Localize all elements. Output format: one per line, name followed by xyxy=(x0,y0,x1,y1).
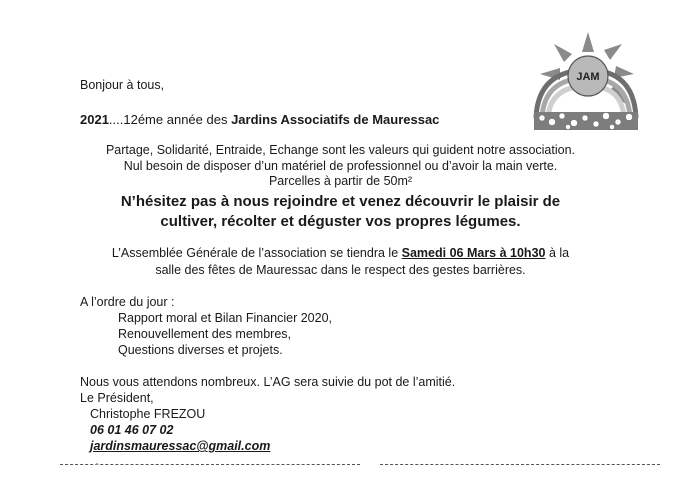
agenda-item: Questions diverses et projets. xyxy=(118,343,283,357)
ag-line-2: salle des fêtes de Mauressac dans le respect des gestes barrières. xyxy=(155,263,526,277)
values-line: Parcelles à partir de 50m² xyxy=(268,174,413,188)
values-line: Partage, Solidarité, Entraide, Echange sont les valeurs qui guident notre association. xyxy=(105,143,576,157)
logo-text: JAM xyxy=(576,71,600,83)
headline xyxy=(0,192,681,232)
jam-logo xyxy=(530,30,640,130)
closing-line: Nous vous attendons nombreux. L’AG sera suivie du pot de l’amitié. xyxy=(80,375,456,389)
ag-line-1-pre: L’Assemblée Générale de l’association se tiendra le xyxy=(111,246,402,260)
closing-block xyxy=(80,374,455,454)
phone-number: 06 01 46 07 02 xyxy=(90,423,174,437)
year: 2021 xyxy=(80,112,109,127)
agenda-item: Renouvellement des membres, xyxy=(118,327,291,341)
dashed-separator xyxy=(380,464,660,465)
greeting: Bonjour à tous, xyxy=(80,78,165,92)
year-line xyxy=(80,112,439,127)
values-line: Nul besoin de disposer d’un matériel de professionnel ou d’avoir la main verte. xyxy=(123,158,558,173)
ag-line-1-post: à la xyxy=(545,246,570,260)
general-assembly-block xyxy=(0,245,681,279)
values-block xyxy=(0,143,681,190)
signature-role: Le Président, xyxy=(80,391,154,405)
agenda-title: A l’ordre du jour : xyxy=(80,295,175,309)
headline-line: N’hésitez pas à nous rejoindre et venez découvrir le plaisir de xyxy=(120,193,561,210)
headline-line: cultiver, récolter et déguster vos propres légumes. xyxy=(160,213,521,230)
association-name: Jardins Associatifs de Mauressac xyxy=(231,112,440,127)
ag-date: Samedi 06 Mars à 10h30 xyxy=(401,246,546,260)
scan-dot xyxy=(96,463,98,465)
agenda-item: Rapport moral et Bilan Financier 2020, xyxy=(118,311,333,325)
dashed-separator xyxy=(60,464,360,465)
ag-line-1 xyxy=(0,245,681,262)
signature-name: Christophe FREZOU xyxy=(90,407,206,421)
email-address[interactable]: jardinsmauressac@gmail.com xyxy=(90,439,271,453)
year-rest: ....12éme année des xyxy=(108,112,232,127)
